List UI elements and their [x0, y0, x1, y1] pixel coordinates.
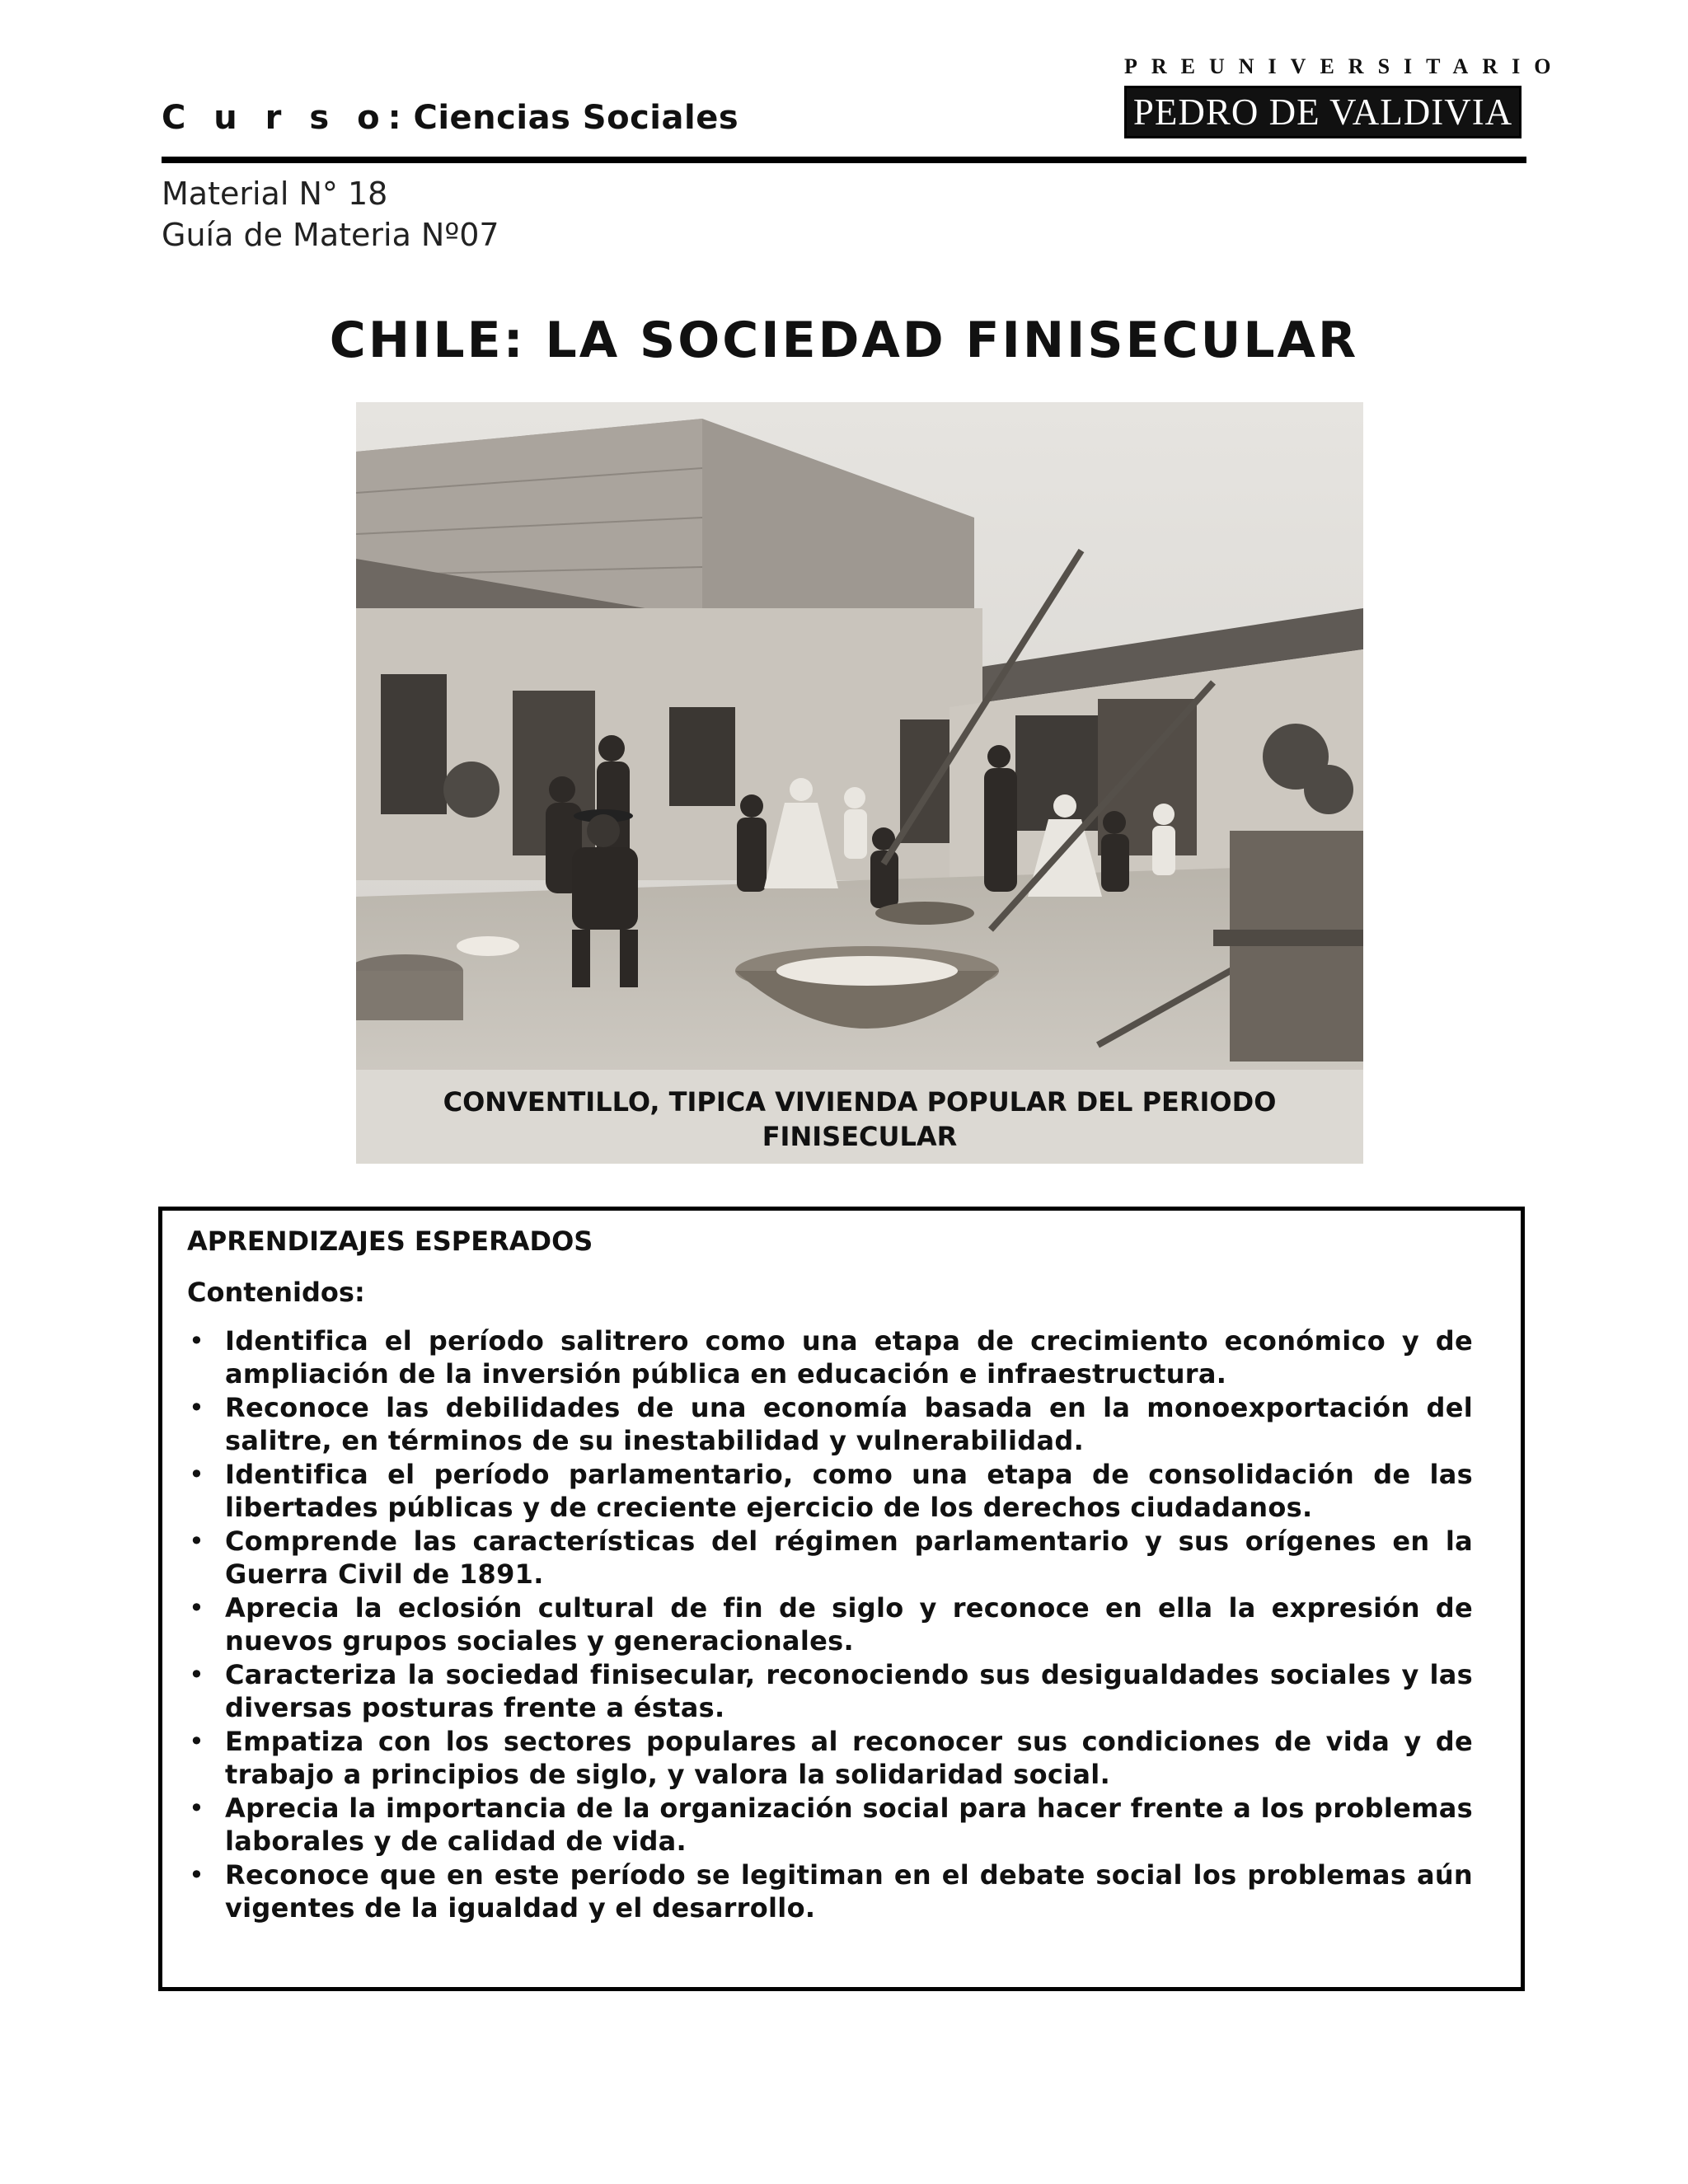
header-divider — [162, 157, 1526, 163]
course-heading — [162, 99, 738, 137]
conventillo-photo — [356, 402, 1363, 1164]
objective-item: • Reconoce que en este período se legitiman en el debate social los problemas aún vigentes de la igualdad y el desarrollo. — [187, 1858, 1473, 1924]
objective-item: • Comprende las características del régimen parlamentario y sus orígenes en la Guerra Civil de 1891. — [187, 1525, 1473, 1591]
objective-item: • Aprecia la importancia de la organización social para hacer frente a los problemas laborales y de calidad de vida. — [187, 1792, 1473, 1858]
material-number: Material N° 18 — [162, 176, 388, 212]
objective-item: • Identifica el período salitrero como una etapa de crecimiento económico y de ampliación de la inversión pública en educación e infraestructura. — [187, 1324, 1473, 1390]
guide-number: Guía de Materia Nº07 — [162, 217, 499, 253]
learning-heading: APRENDIZAJES ESPERADOS — [187, 1226, 593, 1257]
contents-subheading: Contenidos: — [187, 1277, 365, 1308]
objective-item: • Caracteriza la sociedad finisecular, reconociendo sus desigualdades sociales y las diversas posturas frente a éstas. — [187, 1658, 1473, 1724]
institution-logo — [1124, 54, 1565, 138]
photo-caption — [356, 1085, 1363, 1154]
objective-item: • Reconoce las debilidades de una economía basada en la monoexportación del salitre, en términos de su inestabilidad y vulnerabilidad. — [187, 1391, 1473, 1457]
logo-top-text: PREUNIVERSITARIO — [1124, 54, 1565, 78]
objective-item: • Aprecia la eclosión cultural de fin de siglo y reconoce en ella la expresión de nuevos grupos sociales y generacionales. — [187, 1591, 1473, 1657]
logo-main-text: PEDRO DE VALDIVIA — [1124, 86, 1522, 138]
course-value: : Ciencias Sociales — [387, 99, 739, 137]
learning-objectives-box — [158, 1207, 1525, 1991]
objective-item: • Empatiza con los sectores populares al reconocer sus condiciones de vida y de trabajo a principios de siglo, y valora la solidaridad social. — [187, 1725, 1473, 1791]
page-title: CHILE: LA SOCIEDAD FINISECULAR — [329, 312, 1359, 369]
objective-item: • Identifica el período parlamentario, como una etapa de consolidación de las libertades públicas y de creciente ejercicio de los derechos ciudadanos. — [187, 1458, 1473, 1524]
objectives-list — [187, 1324, 1473, 1925]
caption-line-2: FINISECULAR — [762, 1121, 958, 1152]
course-label: C u r s o — [162, 99, 388, 137]
material-info — [162, 173, 499, 255]
photo-illustration — [356, 402, 1363, 1164]
caption-line-1: CONVENTILLO, TIPICA VIVIENDA POPULAR DEL PERIODO — [443, 1086, 1277, 1118]
